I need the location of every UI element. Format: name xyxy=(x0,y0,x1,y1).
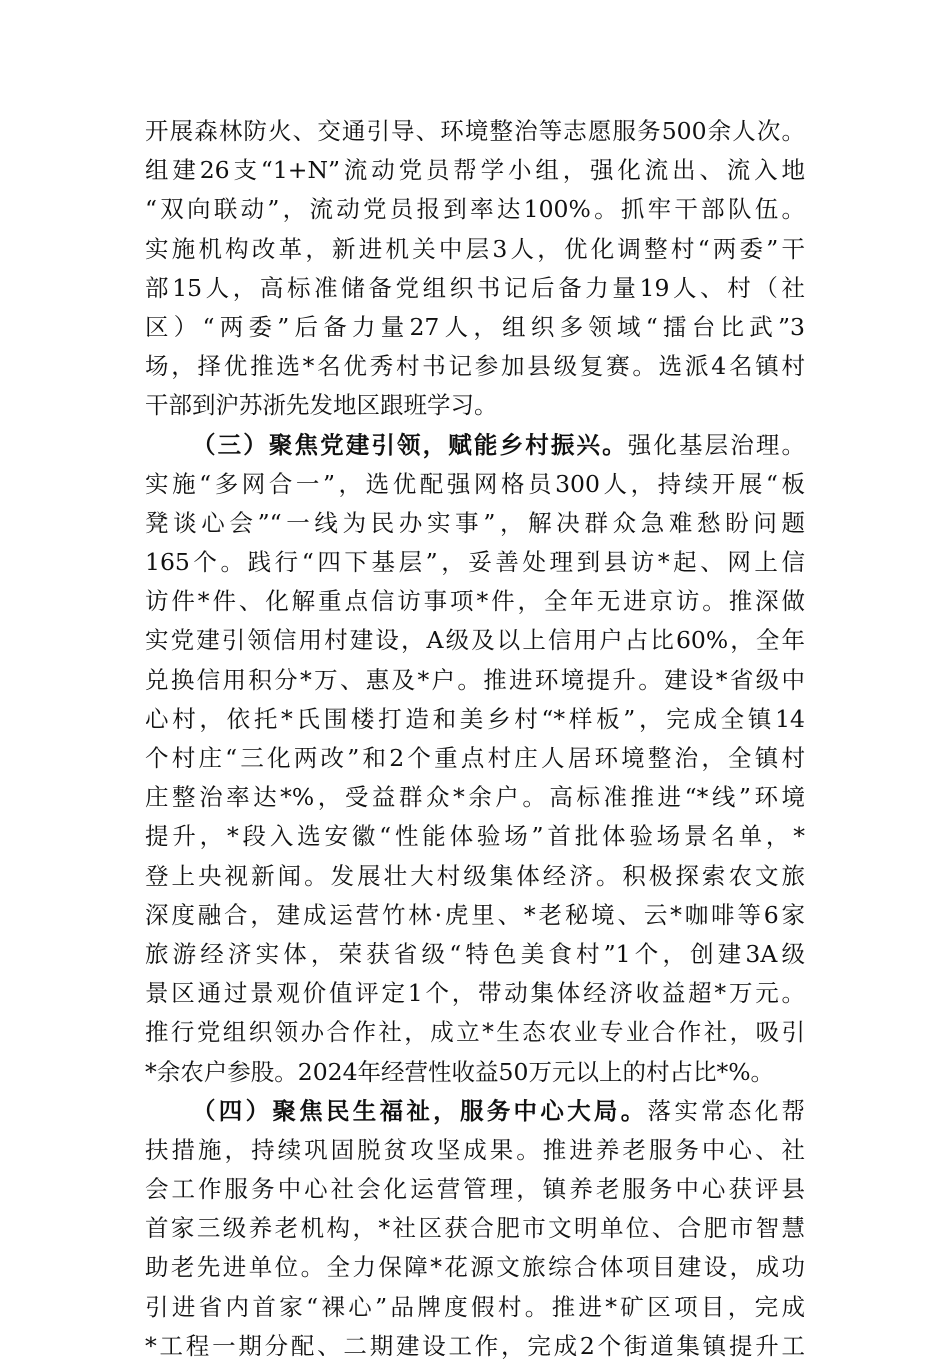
section-heading: （四）聚焦民生福祉，服务中心大局。 xyxy=(192,1096,648,1125)
text-line: *工程一期分配、二期建设工作，完成2个街道集镇提升工 xyxy=(145,1331,805,1360)
text-line: 干部到沪苏浙先发地区跟班学习。 xyxy=(145,391,498,420)
text-line: *余农户参股。2024年经营性收益50万元以上的村占比*%。 xyxy=(145,1057,775,1086)
text-line: 实施“多网合一”，选优配强网格员300人，持续开展“板 xyxy=(145,469,805,498)
text-line: 兑换信用积分*万、惠及*户。推进环境提升。建设*省级中 xyxy=(145,665,805,694)
text-line: 首家三级养老机构，*社区获合肥市文明单位、合肥市智慧 xyxy=(145,1214,805,1243)
document-page xyxy=(145,112,805,1366)
text-run: 强化基层治理。 xyxy=(627,430,805,459)
text-line: 实施机构改革，新进机关中层3人，优化调整村“两委”干 xyxy=(145,234,805,263)
text-line: 景区通过景观价值评定1个，带动集体经济收益超*万元。 xyxy=(145,979,805,1008)
text-line: 场，择优推选*名优秀村书记参加县级复赛。选派4名镇村 xyxy=(145,352,805,381)
section-heading-line xyxy=(145,426,805,465)
text-line: 庄整治率达*%，受益群众*余户。高标准推进“*线”环境 xyxy=(145,783,805,812)
text-line: 部15人，高标准储备党组织书记后备力量19人、村（社 xyxy=(145,273,805,302)
text-line: “双向联动”，流动党员报到率达100%。抓牢干部队伍。 xyxy=(145,195,805,224)
text-line: 提升，*段入选安徽“性能体验场”首批体验场景名单，* xyxy=(145,822,805,851)
text-line: 心村，依托*氏围楼打造和美乡村“*样板”，完成全镇14 xyxy=(145,704,805,733)
text-line: 165个。践行“四下基层”，妥善处理到县访*起、网上信 xyxy=(145,548,805,577)
text-line: 开展森林防火、交通引导、环境整治等志愿服务500余人次。 xyxy=(145,117,805,145)
text-line: 组建26支“1+N”流动党员帮学小组，强化流出、流入地 xyxy=(145,156,805,185)
text-run: 落实常态化帮 xyxy=(647,1096,805,1125)
text-line: 旅游经济实体，荣获省级“特色美食村”1个，创建3A级 xyxy=(145,939,805,968)
text-line: 实党建引领信用村建设，A级及以上信用户占比60%，全年 xyxy=(145,626,805,655)
text-line: 个村庄“三化两改”和2个重点村庄人居环境整治，全镇村 xyxy=(145,744,805,772)
text-line: 助老先进单位。全力保障*花源文旅综合体项目建设，成功 xyxy=(145,1253,805,1282)
text-line: 访件*件、化解重点信访事项*件，全年无进京访。推深做 xyxy=(145,587,805,616)
text-line: 凳谈心会”“一线为民办实事”，解决群众急难愁盼问题 xyxy=(145,508,805,537)
section-heading-line xyxy=(145,1092,805,1131)
text-line: 扶措施，持续巩固脱贫攻坚成果。推进养老服务中心、社 xyxy=(145,1135,805,1164)
text-line: 会工作服务中心社会化运营管理，镇养老服务中心获评县 xyxy=(145,1175,805,1204)
text-line: 深度融合，建成运营竹林·虎里、*老秘境、云*咖啡等6家 xyxy=(145,900,805,929)
section-heading: （三）聚焦党建引领，赋能乡村振兴。 xyxy=(192,430,628,459)
text-line: 登上央视新闻。发展壮大村级集体经济。积极探索农文旅 xyxy=(145,861,805,890)
text-line: 区）“两委”后备力量27人，组织多领域“擂台比武”3 xyxy=(145,312,805,341)
text-line: 引进省内首家“裸心”品牌度假村。推进*矿区项目，完成 xyxy=(145,1292,805,1321)
text-line: 推行党组织领办合作社，成立*生态农业专业合作社，吸引 xyxy=(145,1018,805,1047)
